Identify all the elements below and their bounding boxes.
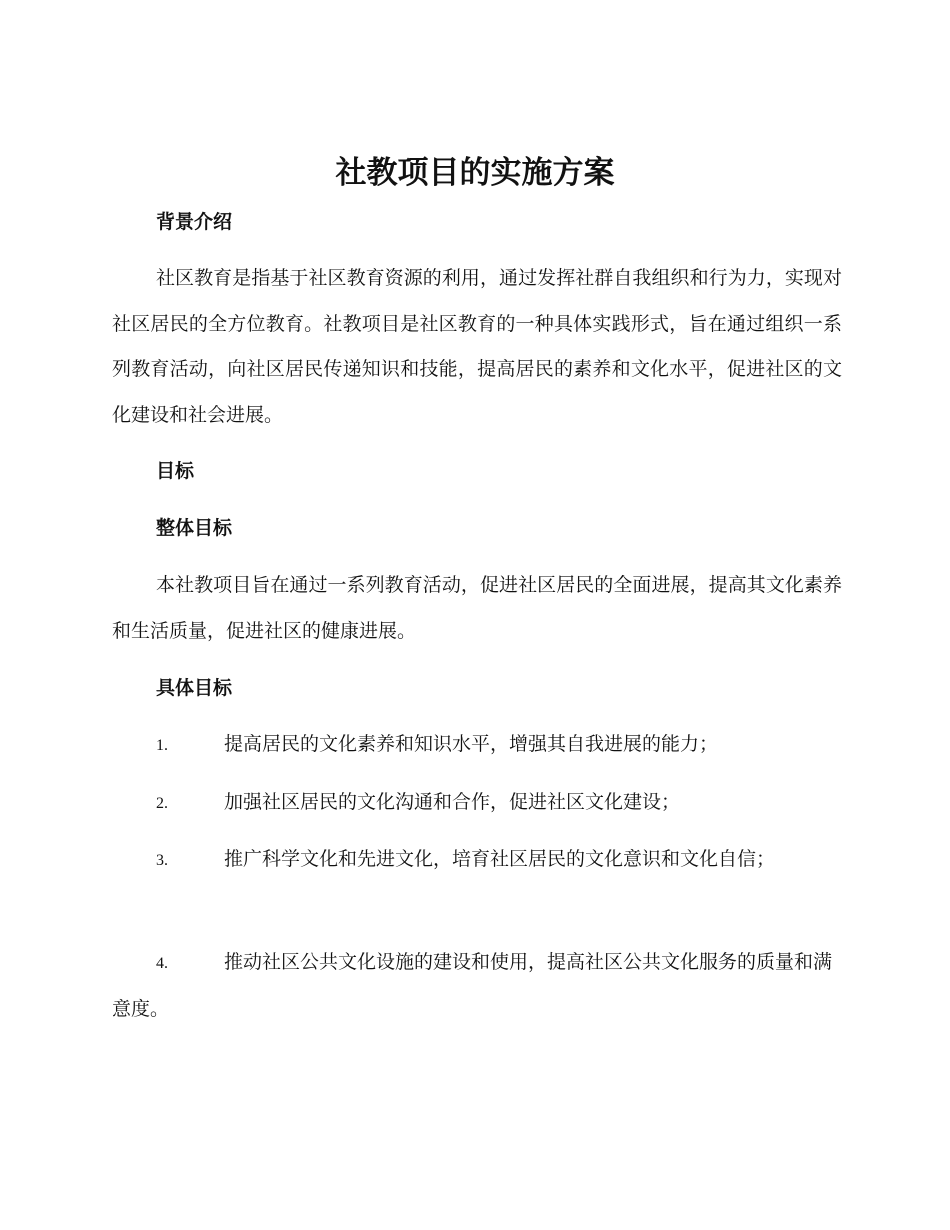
list-item-number: 1. — [156, 737, 168, 754]
list-item — [112, 940, 842, 1032]
section-heading-overall: 整体目标 — [156, 517, 233, 539]
list-item-text: 推动社区公共文化设施的建设和使用，提高社区公共文化服务的质量和满意度。 — [112, 951, 833, 1020]
list-item-number: 4. — [156, 955, 168, 972]
list-item-number: 3. — [156, 852, 168, 869]
section-heading-goals: 目标 — [156, 460, 195, 482]
list-item — [112, 780, 842, 827]
list-item-text: 加强社区居民的文化沟通和合作，促进社区文化建设； — [224, 791, 681, 813]
paragraph-background: 社区教育是指基于社区教育资源的利用，通过发挥社群自我组织和行为力，实现对社区居民的全方位教育。社教项目是社区教育的一种具体实践形式，旨在通过组织一系列教育活动，向社区居民传递知识和技能，提高居民的素养和文化水平，促进社区的文化建设和社会进展。 — [112, 267, 842, 426]
page-title: 社教项目的实施方案 — [335, 155, 615, 191]
list-item-text: 提高居民的文化素养和知识水平，增强其自我进展的能力； — [224, 733, 719, 755]
section-heading-background: 背景介绍 — [156, 211, 233, 233]
list-item-number: 2. — [156, 795, 168, 812]
list-item — [112, 722, 842, 769]
list-item-text: 推广科学文化和先进文化，培育社区居民的文化意识和文化自信； — [224, 848, 776, 870]
section-heading-specific: 具体目标 — [156, 677, 233, 699]
paragraph-overall: 本社教项目旨在通过一系列教育活动，促进社区居民的全面进展，提高其文化素养和生活质量，促进社区的健康进展。 — [112, 574, 842, 642]
list-item — [112, 837, 842, 884]
